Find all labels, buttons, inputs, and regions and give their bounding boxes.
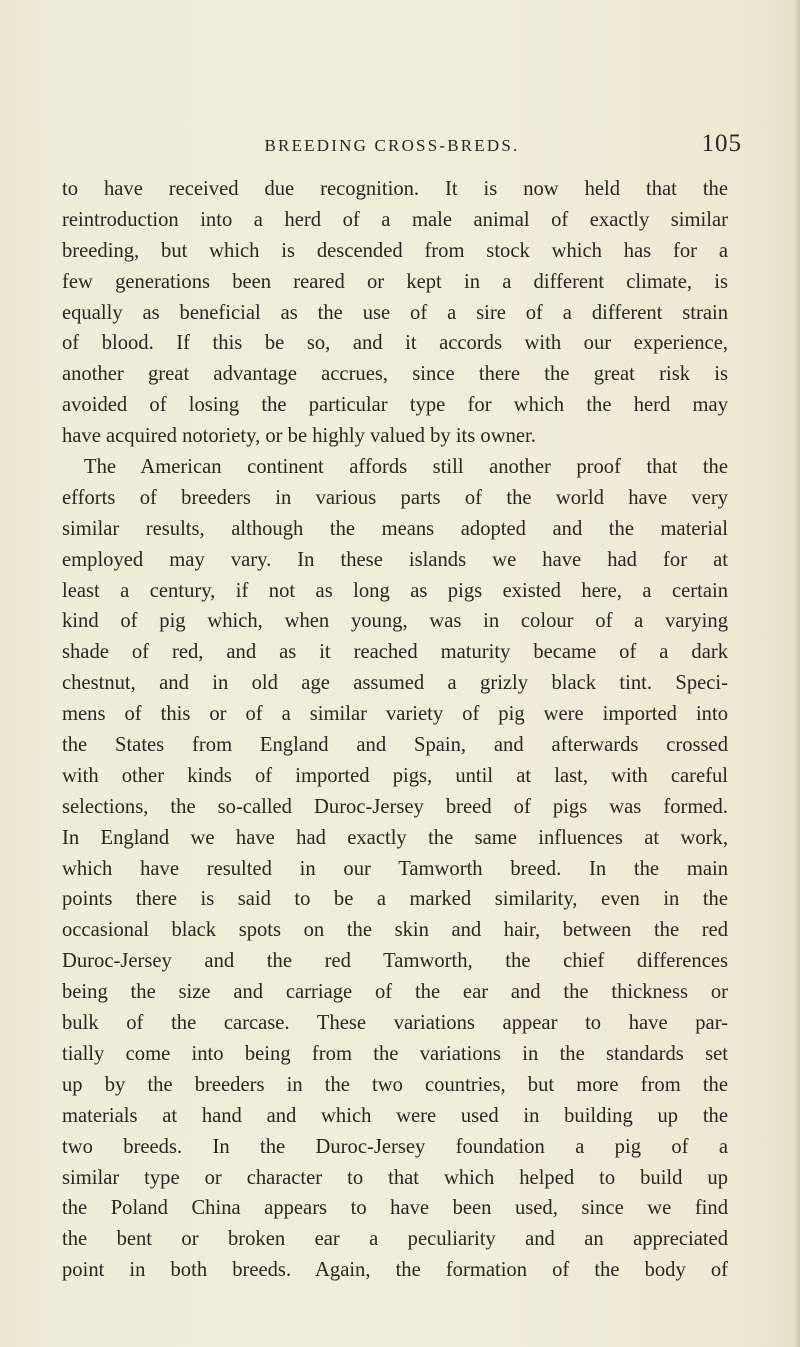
text-line: least a century, if not as long as pigs existed here, a certain [62,579,728,602]
text-line: equally as beneficial as the use of a sire of a different strain [62,301,728,324]
text-line: materials at hand and which were used in building up the [62,1104,728,1127]
text-line: bulk of the carcase. These variations appear to have par- [62,1012,728,1035]
body-text [62,174,728,1286]
text-line: selections, the so-called Duroc-Jersey breed of pigs was formed. [62,795,728,818]
page-edge-shadow [794,0,800,1347]
text-line: employed may vary. In these islands we have had for at [62,548,728,571]
text-line: The American continent affords still another proof that the [84,456,728,479]
text-line: Duroc-Jersey and the red Tamworth, the chief differences [62,950,728,973]
page-header [62,126,742,166]
text-line: occasional black spots on the skin and hair, between the red [62,919,728,942]
text-line: kind of pig which, when young, was in colour of a varying [62,610,728,633]
text-line: the bent or broken ear a peculiarity and an appreciated [62,1228,728,1251]
text-line: avoided of losing the particular type for which the herd may [62,394,728,417]
text-line: shade of red, and as it reached maturity became of a dark [62,641,728,664]
text-line: similar type or character to that which helped to build up [62,1166,728,1189]
text-line: two breeds. In the Duroc-Jersey foundation a pig of a [62,1135,728,1158]
text-line: breeding, but which is descended from stock which has for a [62,239,728,262]
text-line: the Poland China appears to have been used, since we find [62,1197,728,1220]
text-line: up by the breeders in the two countries, but more from the [62,1073,728,1096]
text-line: mens of this or of a similar variety of pig were imported into [62,703,728,726]
text-line: to have received due recognition. It is now held that the [62,178,728,200]
text-line: reintroduction into a herd of a male animal of exactly similar [62,208,728,231]
text-line: which have resulted in our Tamworth breed. In the main [62,857,728,880]
text-line: points there is said to be a marked similarity, even in the [62,888,728,911]
text-line: In England we have had exactly the same influences at work, [62,826,728,849]
text-line: tially come into being from the variations in the standards set [62,1042,728,1065]
text-line: point in both breeds. Again, the formation of the body of [62,1259,728,1282]
text-line: chestnut, and in old age assumed a grizly black tint. Speci- [62,672,728,695]
text-line: efforts of breeders in various parts of the world have very [62,486,728,509]
page-number: 105 [701,130,742,157]
text-line: with other kinds of imported pigs, until at last, with careful [62,764,728,787]
text-line: have acquired notoriety, or be highly valued by its owner. [62,425,536,448]
running-title: BREEDING CROSS-BREDS. [264,136,520,155]
text-line: of blood. If this be so, and it accords with our experience, [62,332,728,355]
text-line: few generations been reared or kept in a different climate, is [62,270,728,293]
text-line: similar results, although the means adopted and the material [62,517,728,540]
text-line: the States from England and Spain, and afterwards crossed [62,734,728,757]
text-line: another great advantage accrues, since there the great risk is [62,363,728,386]
text-line: being the size and carriage of the ear and the thickness or [62,981,728,1004]
